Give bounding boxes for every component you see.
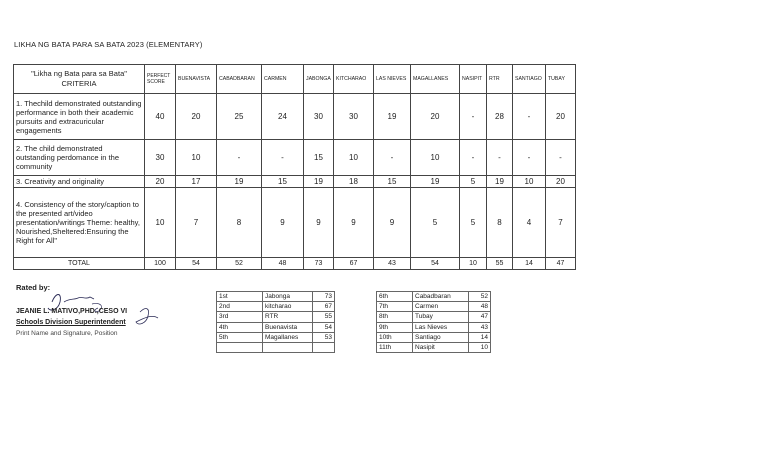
column-header: TUBAY xyxy=(546,65,576,94)
score-cell: 7 xyxy=(176,188,217,258)
ranking-row xyxy=(217,322,335,332)
score-cell: 5 xyxy=(411,188,460,258)
score-cell: - xyxy=(460,140,487,176)
total-cell: 73 xyxy=(304,258,334,270)
document-title: LIKHA NG BATA PARA SA BATA 2023 (ELEMENTARY) xyxy=(14,40,203,49)
points-cell: 47 xyxy=(469,312,491,322)
ranking-row xyxy=(217,302,335,312)
column-header: CABADBARAN xyxy=(217,65,262,94)
points-cell: 43 xyxy=(469,322,491,332)
school-cell: Buenavista xyxy=(263,322,313,332)
school-cell: Tubay xyxy=(413,312,469,322)
rank-cell: 6th xyxy=(377,292,413,302)
score-cell: 24 xyxy=(262,94,304,140)
rank-cell: 2nd xyxy=(217,302,263,312)
signer-position: Schools Division Superintendent xyxy=(16,319,126,326)
total-label: TOTAL xyxy=(14,258,145,270)
signer-note: Print Name and Signature, Position xyxy=(16,330,118,337)
total-cell: 52 xyxy=(217,258,262,270)
score-cell: 9 xyxy=(262,188,304,258)
total-cell: 14 xyxy=(513,258,546,270)
school-cell: Santiago xyxy=(413,332,469,342)
score-cell: 19 xyxy=(217,176,262,188)
score-cell: 5 xyxy=(460,176,487,188)
score-cell: - xyxy=(374,140,411,176)
score-cell: 19 xyxy=(487,176,513,188)
rank-cell: 7th xyxy=(377,302,413,312)
rank-cell: 4th xyxy=(217,322,263,332)
perfect-score-cell: 100 xyxy=(145,258,176,270)
column-header: BUENAVISTA xyxy=(176,65,217,94)
total-cell: 54 xyxy=(411,258,460,270)
score-cell: 30 xyxy=(304,94,334,140)
column-header: MAGALLANES xyxy=(411,65,460,94)
points-cell: 73 xyxy=(313,292,335,302)
points-cell: 10 xyxy=(469,342,491,352)
ranking-row xyxy=(377,342,491,352)
column-header: CARMEN xyxy=(262,65,304,94)
criteria-header-line1: "Likha ng Bata para sa Bata" xyxy=(31,69,127,78)
score-cell: 10 xyxy=(176,140,217,176)
school-cell: Las Nieves xyxy=(413,322,469,332)
school-cell: Cabadbaran xyxy=(413,292,469,302)
score-cell: 20 xyxy=(176,94,217,140)
school-cell: Jabonga xyxy=(263,292,313,302)
total-cell: 47 xyxy=(546,258,576,270)
column-header: SANTIAGO xyxy=(513,65,546,94)
total-cell: 43 xyxy=(374,258,411,270)
points-cell: 54 xyxy=(313,322,335,332)
table-row xyxy=(14,94,576,140)
score-cell: 19 xyxy=(374,94,411,140)
score-cell: 9 xyxy=(374,188,411,258)
column-header: LAS NIEVES xyxy=(374,65,411,94)
school-cell xyxy=(263,342,313,352)
score-cell: 10 xyxy=(411,140,460,176)
table-row xyxy=(14,188,576,258)
score-cell: - xyxy=(513,140,546,176)
school-cell: kitcharao xyxy=(263,302,313,312)
total-cell: 48 xyxy=(262,258,304,270)
total-cell: 55 xyxy=(487,258,513,270)
column-header: KITCHARAO xyxy=(334,65,374,94)
score-cell: 10 xyxy=(334,140,374,176)
score-cell: 4 xyxy=(513,188,546,258)
score-cell: - xyxy=(460,94,487,140)
table-header-row xyxy=(14,65,576,94)
rank-cell: 3rd xyxy=(217,312,263,322)
scores-table xyxy=(13,64,576,270)
school-cell: RTR xyxy=(263,312,313,322)
column-header: JABONGA xyxy=(304,65,334,94)
ranking-row xyxy=(377,332,491,342)
score-cell: 15 xyxy=(374,176,411,188)
score-cell: 15 xyxy=(262,176,304,188)
total-cell: 10 xyxy=(460,258,487,270)
table-row xyxy=(14,140,576,176)
school-cell: Carmen xyxy=(413,302,469,312)
criteria-cell: 1. Thechild demonstrated outstanding performance in both their academic pursuits and extracuricular engagements xyxy=(14,94,145,140)
score-cell: - xyxy=(513,94,546,140)
total-row xyxy=(14,258,576,270)
score-cell: - xyxy=(546,140,576,176)
score-cell: - xyxy=(487,140,513,176)
ranking-table-left xyxy=(216,291,335,353)
score-cell: 15 xyxy=(304,140,334,176)
score-cell: - xyxy=(217,140,262,176)
ranking-row xyxy=(377,292,491,302)
criteria-cell: 2. The child demonstrated outstanding perdomance in the community xyxy=(14,140,145,176)
points-cell: 67 xyxy=(313,302,335,312)
points-cell xyxy=(313,342,335,352)
ranking-row xyxy=(217,342,335,352)
score-cell: 8 xyxy=(217,188,262,258)
rank-cell: 11th xyxy=(377,342,413,352)
points-cell: 55 xyxy=(313,312,335,322)
ranking-row xyxy=(377,302,491,312)
rank-cell xyxy=(217,342,263,352)
column-header: NASIPIT xyxy=(460,65,487,94)
rank-cell: 1st xyxy=(217,292,263,302)
score-cell: 9 xyxy=(334,188,374,258)
table-row xyxy=(14,176,576,188)
ranking-table-right xyxy=(376,291,491,353)
score-cell: 9 xyxy=(304,188,334,258)
score-cell: 7 xyxy=(546,188,576,258)
perfect-score-cell: 30 xyxy=(145,140,176,176)
score-cell: 18 xyxy=(334,176,374,188)
score-cell: 5 xyxy=(460,188,487,258)
score-cell: 20 xyxy=(546,94,576,140)
ranking-row xyxy=(217,292,335,302)
ranking-row xyxy=(377,312,491,322)
score-cell: 8 xyxy=(487,188,513,258)
rank-cell: 9th xyxy=(377,322,413,332)
ranking-row xyxy=(377,322,491,332)
criteria-cell: 3. Creativity and originality xyxy=(14,176,145,188)
score-cell: 17 xyxy=(176,176,217,188)
score-cell: 30 xyxy=(334,94,374,140)
rank-cell: 8th xyxy=(377,312,413,322)
points-cell: 14 xyxy=(469,332,491,342)
ranking-row xyxy=(217,332,335,342)
rank-cell: 5th xyxy=(217,332,263,342)
perfect-score-header: PERFECT SCORE xyxy=(145,65,176,94)
score-cell: - xyxy=(262,140,304,176)
criteria-header xyxy=(14,65,145,94)
points-cell: 53 xyxy=(313,332,335,342)
perfect-score-cell: 40 xyxy=(145,94,176,140)
score-cell: 19 xyxy=(304,176,334,188)
rank-cell: 10th xyxy=(377,332,413,342)
perfect-score-cell: 10 xyxy=(145,188,176,258)
rated-by-label: Rated by: xyxy=(16,283,51,292)
column-header: RTR xyxy=(487,65,513,94)
criteria-cell: 4. Consistency of the story/caption to the presented art/video presentation/writings Theme: healthy, Nourished,Sheltered:Ensuring the Right for All" xyxy=(14,188,145,258)
signer-name: JEANIE L. MATIVO,PHD.,CESO VI xyxy=(16,308,128,315)
total-cell: 54 xyxy=(176,258,217,270)
school-cell: Nasipit xyxy=(413,342,469,352)
score-cell: 20 xyxy=(411,94,460,140)
points-cell: 48 xyxy=(469,302,491,312)
total-cell: 67 xyxy=(334,258,374,270)
points-cell: 52 xyxy=(469,292,491,302)
score-cell: 10 xyxy=(513,176,546,188)
score-cell: 20 xyxy=(546,176,576,188)
perfect-score-cell: 20 xyxy=(145,176,176,188)
score-cell: 19 xyxy=(411,176,460,188)
score-cell: 28 xyxy=(487,94,513,140)
ranking-row xyxy=(217,312,335,322)
criteria-header-line2: CRITERIA xyxy=(61,79,97,88)
score-cell: 25 xyxy=(217,94,262,140)
school-cell: Magallanes xyxy=(263,332,313,342)
